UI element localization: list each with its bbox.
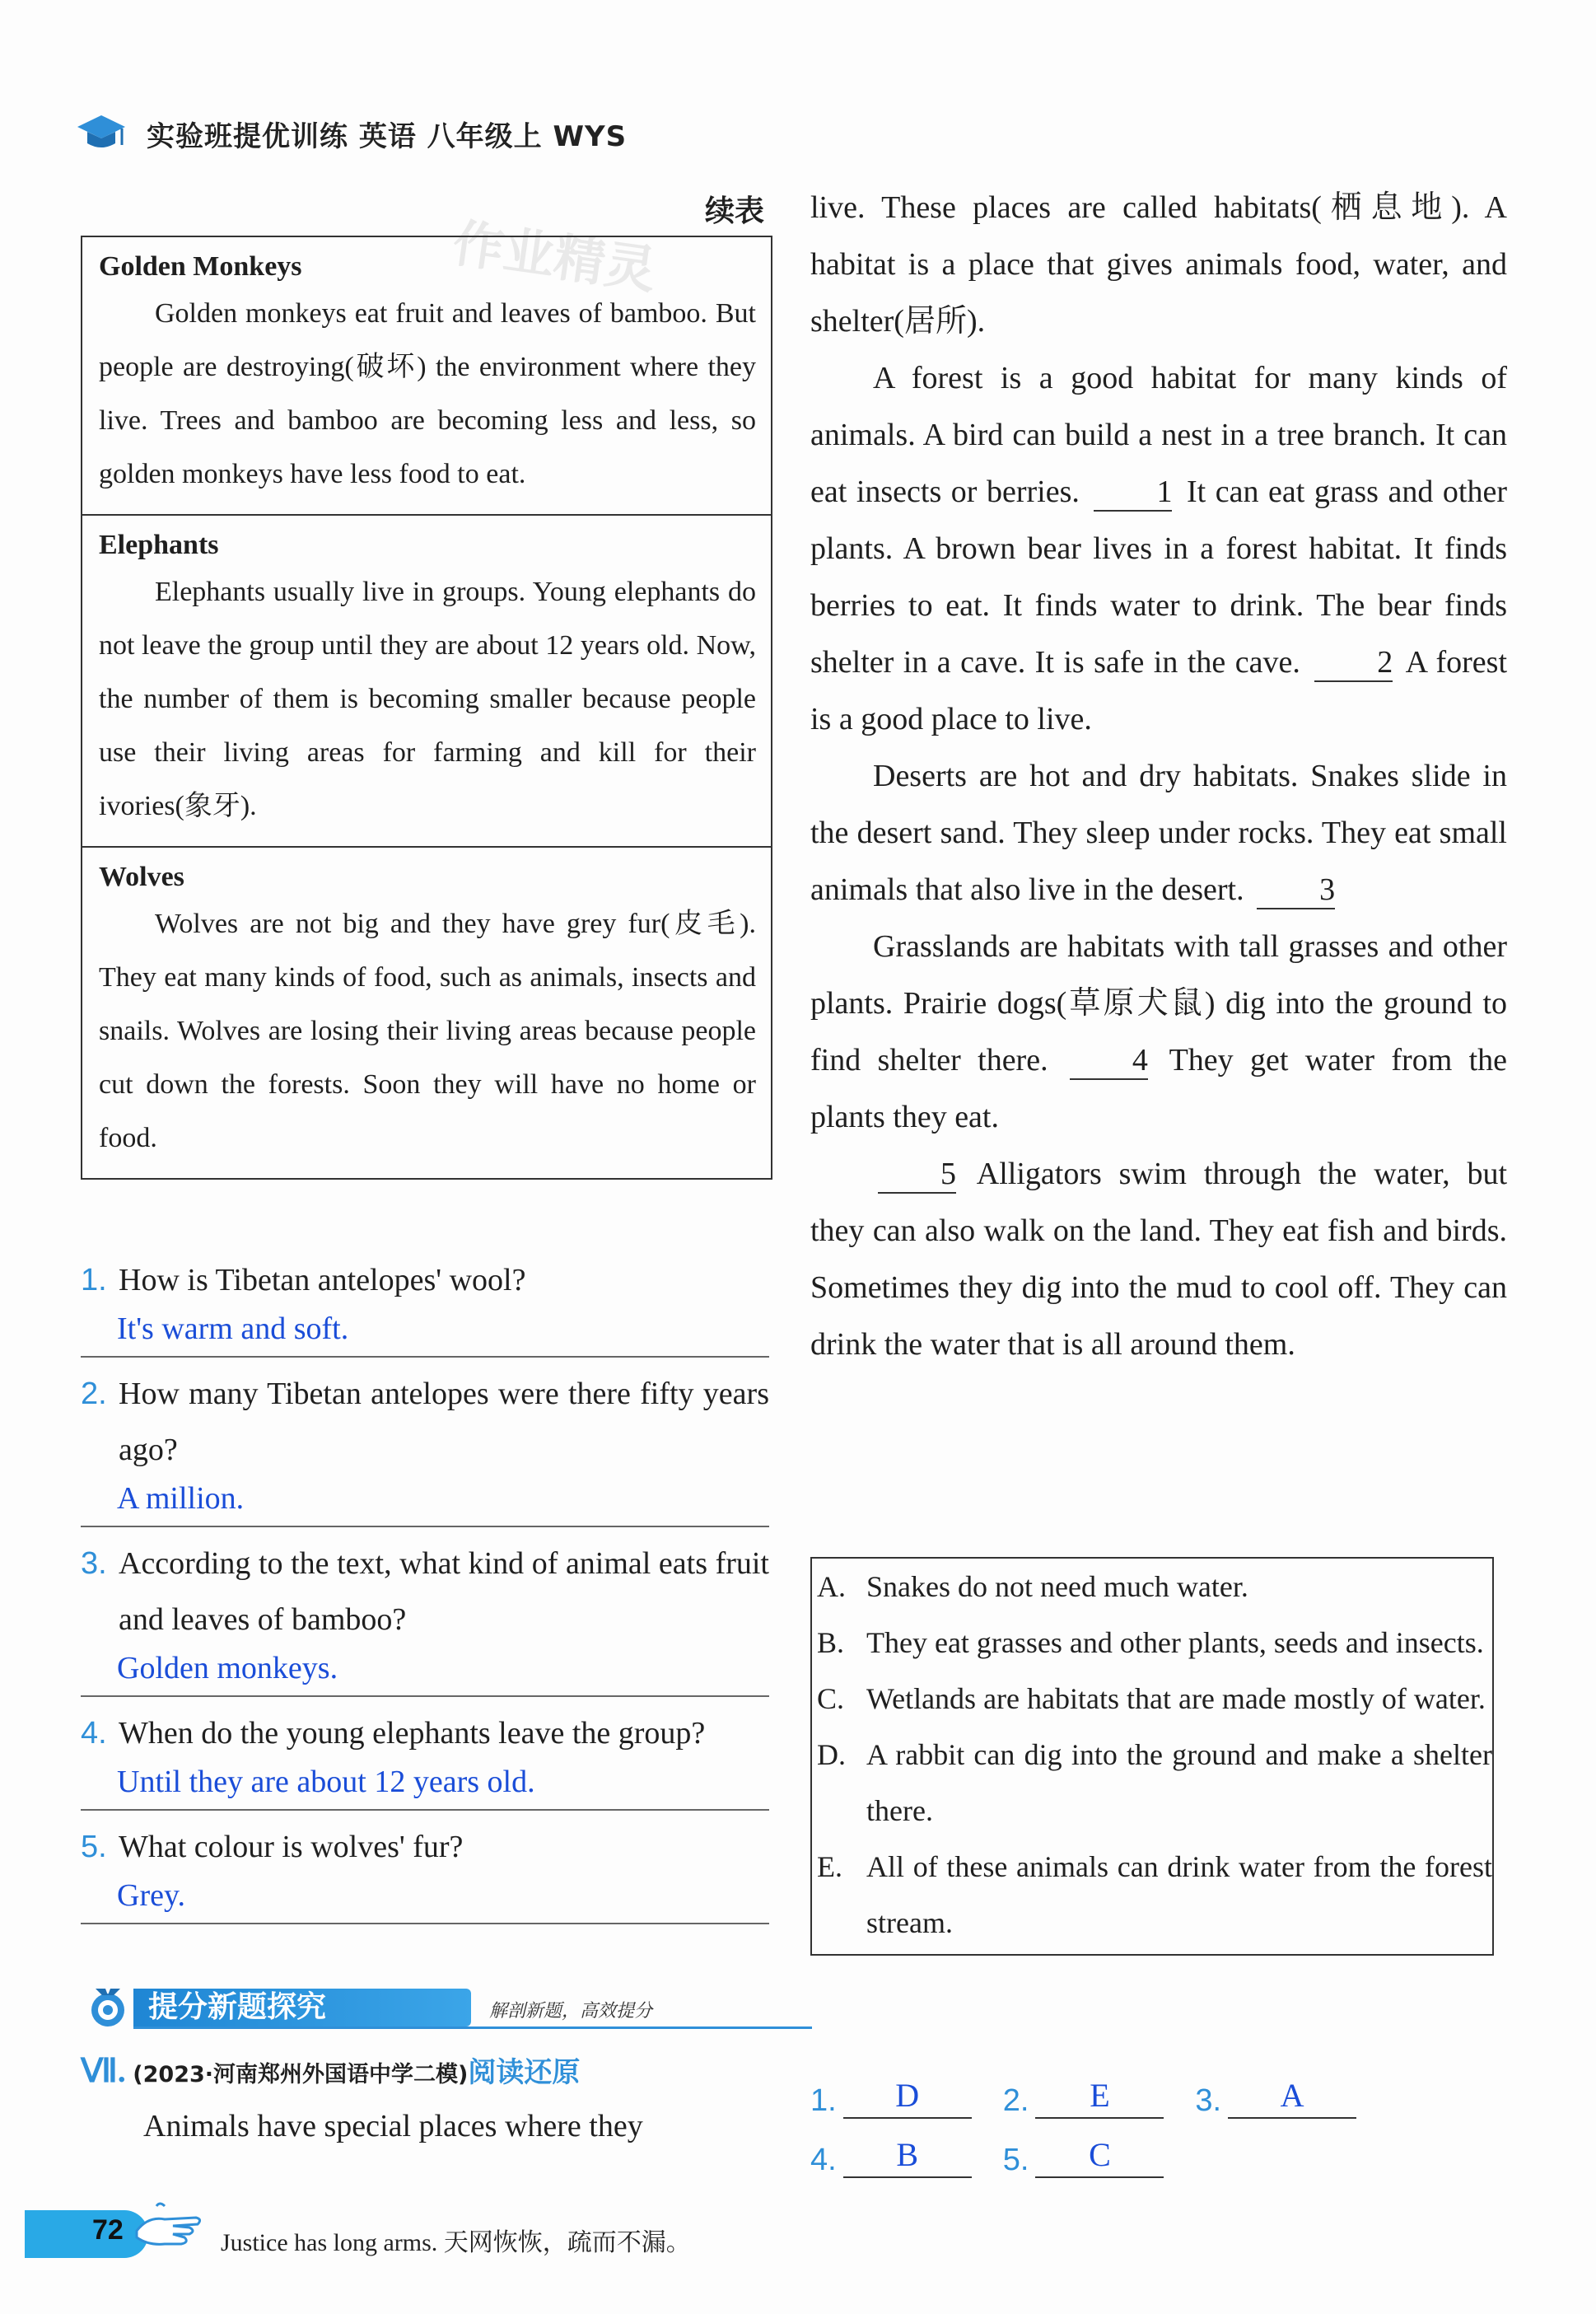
section-kind: 阅读还原 [468, 2056, 581, 2089]
info-heading: Wolves [99, 862, 184, 892]
answer-value: D [843, 2074, 972, 2119]
option-letter: E. [817, 1850, 842, 1883]
option-item [817, 1559, 1492, 1615]
question-answer: It's warm and soft. [81, 1308, 769, 1358]
passage-text: A forest is a good place to live. [810, 645, 1508, 736]
info-heading: Elephants [99, 530, 219, 560]
footer-motto: Justice has long arms. 天网恢恢，疏而不漏。 [221, 2229, 691, 2256]
info-body: Golden monkeys eat fruit and leaves of bamboo. But people are destroying(破坏) the environment where they live. Trees and bamboo are becoming less and less, so golden monkeys have less food to eat. [99, 298, 756, 489]
passage-intro: Animals have special places where they [143, 2109, 643, 2143]
passage-paragraph: live. These places are called habitats(栖息地). A habitat is a place that gives animals food, water, and shelter(居所). [810, 190, 1507, 339]
question-answer: Grey. [81, 1875, 769, 1924]
continued-label: 续表 [705, 194, 765, 228]
answer-number: 5. [1002, 2143, 1029, 2177]
answer-slot [810, 2134, 972, 2178]
answer-number: 2. [1002, 2083, 1029, 2118]
passage-text: They get water from the plants they eat. [810, 1043, 1508, 1134]
option-letter: B. [817, 1626, 845, 1659]
question-item [81, 1366, 769, 1527]
question-number: 3. [81, 1546, 107, 1581]
question-block [81, 1252, 769, 1924]
answer-slot [1195, 2074, 1356, 2119]
question-text: According to the text, what kind of animal eats fruit and leaves of bamboo? [119, 1546, 769, 1637]
option-text: They eat grasses and other plants, seeds and insects. [866, 1626, 1484, 1659]
header-title: 实验班提优训练 英语 八年级上 WYS [147, 119, 628, 153]
info-heading: Golden Monkeys [99, 251, 302, 282]
info-body: Wolves are not big and they have grey fur(皮毛). They eat many kinds of food, such as animals, insects and snails. Wolves are losing their living areas because people cut down the forests. Soon they will have no home or food. [99, 909, 756, 1153]
banner-subtitle: 解剖新题，高效提分 [489, 2001, 653, 2022]
option-text: All of these animals can drink water from the forest stream. [866, 1850, 1492, 1939]
option-letter: A. [817, 1570, 846, 1603]
animal-info-table [81, 236, 772, 1180]
answer-number: 4. [810, 2143, 837, 2177]
answer-key [810, 2059, 1494, 2178]
blank-1: 1 [1094, 474, 1172, 512]
question-item [81, 1536, 769, 1697]
passage-text: Deserts are hot and dry habitats. Snakes slide in the desert sand. They sleep under rocks. They eat small animals that also live in the desert. [810, 759, 1507, 907]
option-item [817, 1671, 1492, 1727]
section-7 [81, 2050, 769, 2154]
section-banner [82, 1982, 730, 2031]
answer-slot [810, 2074, 972, 2119]
question-item [81, 1819, 769, 1924]
question-number: 5. [81, 1830, 107, 1864]
passage-paragraph [810, 1146, 1507, 1373]
option-item [817, 1615, 1492, 1671]
question-text: When do the young elephants leave the group? [119, 1716, 706, 1751]
answer-slot [1003, 2074, 1164, 2119]
answer-number: 3. [1195, 2083, 1222, 2118]
question-answer: Until they are about 12 years old. [81, 1761, 769, 1811]
option-text: Snakes do not need much water. [866, 1570, 1248, 1603]
question-number: 4. [81, 1716, 107, 1751]
answer-value: A [1228, 2074, 1356, 2119]
question-number: 1. [81, 1263, 107, 1297]
graduation-cap-icon [76, 112, 127, 155]
passage-text: A forest is a good habitat for many kinds of animals. A bird can build a nest in a tree branch. It can eat insects or berries. [810, 361, 1507, 509]
blank-4: 4 [1070, 1042, 1148, 1080]
question-text: What colour is wolves' fur? [119, 1830, 464, 1864]
passage-text: Alligators swim through the water, but they can also walk on the land. They eat fish and birds. Sometimes they dig into the mud to cool off. They can drink the water that is all around them. [810, 1157, 1508, 1362]
answer-slot [1003, 2134, 1164, 2178]
question-text: How many Tibetan antelopes were there fifty years ago? [119, 1377, 769, 1467]
passage-paragraph [810, 919, 1507, 1146]
section-number: Ⅶ. [81, 2052, 126, 2089]
question-item [81, 1705, 769, 1811]
passage-text: Grasslands are habitats with tall grasses and other plants. Prairie dogs(草原犬鼠) dig into the ground to find shelter there. [810, 929, 1507, 1078]
option-letter: D. [817, 1738, 846, 1771]
watermark: 作业精灵 [449, 213, 660, 301]
reading-passage [810, 180, 1507, 1373]
question-answer: A million. [81, 1478, 769, 1527]
answer-value: E [1035, 2074, 1164, 2119]
info-section-wolves [82, 848, 771, 1178]
passage-text: It can eat grass and other plants. A brown bear lives in a forest habitat. It finds berries to eat. It finds water to drink. The bear finds shelter in a cave. It is safe in the cave. [810, 474, 1508, 680]
option-item [817, 1839, 1492, 1951]
answer-value: B [843, 2134, 972, 2178]
passage-paragraph [810, 350, 1507, 748]
page-header [76, 109, 627, 158]
answer-number: 1. [810, 2083, 837, 2118]
page-number: 72 [92, 2214, 124, 2246]
banner-underline [133, 2027, 812, 2029]
question-number: 2. [81, 1377, 107, 1411]
banner-title: 提分新题探究 [133, 1989, 471, 2027]
blank-5: 5 [878, 1156, 956, 1194]
blank-3: 3 [1257, 872, 1335, 909]
option-item [817, 1727, 1492, 1839]
question-item [81, 1252, 769, 1358]
info-section-golden-monkeys [82, 237, 771, 516]
pointing-hand-icon [132, 2198, 208, 2256]
info-section-elephants [82, 516, 771, 848]
blank-2: 2 [1314, 644, 1393, 682]
options-box [810, 1557, 1494, 1956]
medal-icon [87, 1987, 128, 2028]
option-text: A rabbit can dig into the ground and make a shelter there. [866, 1738, 1492, 1827]
question-text: How is Tibetan antelopes' wool? [119, 1263, 526, 1297]
passage-paragraph [810, 748, 1507, 919]
info-body: Elephants usually live in groups. Young elephants do not leave the group until they are about 12 years old. Now, the number of them is becoming smaller because people use their living areas for farming and kill for their ivories(象牙). [99, 577, 756, 821]
page-number-tab [25, 2210, 148, 2258]
option-letter: C. [817, 1682, 845, 1715]
option-text: Wetlands are habitats that are made mostly of water. [866, 1682, 1486, 1715]
section-source: (2023·河南郑州外国语中学二模) [133, 2062, 469, 2087]
question-answer: Golden monkeys. [81, 1648, 769, 1697]
answer-value: C [1035, 2134, 1164, 2178]
